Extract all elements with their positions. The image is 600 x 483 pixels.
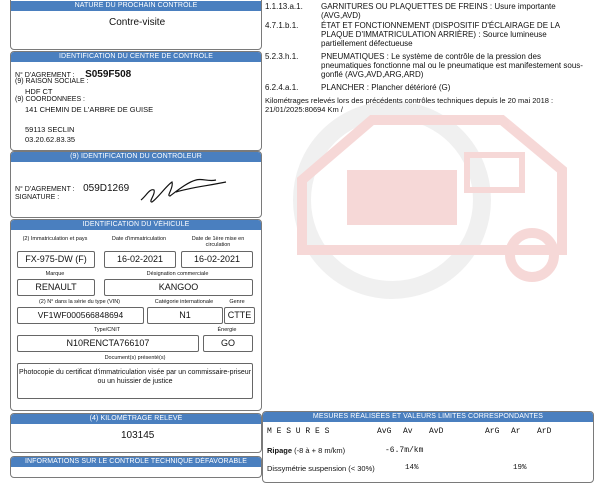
defect-item: 5.2.3.h.1. PNEUMATIQUES : Le système de contrôle de la pression des pneumatiques fonctionne mal ou le pneumatique est manifestement sous-gonflé (AVG,AVD,ARG,ARD)	[265, 52, 583, 79]
km-history-values: 21/01/2025:80694 Km /	[265, 105, 343, 114]
vin-caption: (2) N° dans la série du type (VIN)	[38, 299, 121, 305]
centre-agrement-label: N° D'AGREMENT :	[15, 72, 75, 79]
marque-caption: Marque	[45, 271, 65, 277]
next-visit-value: Contre-visite	[109, 17, 166, 28]
date-immat-caption: Date d'immatriculation	[111, 236, 167, 242]
immat-caption: (2) Immatriculation et pays	[22, 236, 88, 242]
centre-coord-label: (9) COORDONNEES :	[15, 96, 86, 103]
km-value: 103145	[121, 430, 155, 441]
col-avd: AvD	[429, 427, 444, 436]
centre-raison-label: (9) RAISON SOCIALE :	[15, 78, 89, 85]
infos-defavorable-header: INFORMATIONS SUR LE CONTRÔLE TECHNIQUE DÉFAVORABLE	[11, 457, 261, 467]
defect-item: 1.1.13.a.1. GARNITURES OU PLAQUETTES DE FREINS : Usure importante (AVG,AVD)	[265, 2, 556, 20]
controleur-header: (9) IDENTIFICATION DU CONTRÔLEUR	[11, 152, 261, 162]
date-immat-field: 16-02-2021	[104, 251, 176, 268]
centre-phone: 03.20.62.83.35	[25, 135, 76, 144]
mesures-panel	[262, 411, 594, 483]
date-circ-field: 16-02-2021	[181, 251, 253, 268]
centre-raison-value: HDF CT	[25, 87, 53, 96]
vin-field: VF1WF000566848694	[17, 307, 144, 324]
defects-list	[265, 2, 585, 114]
controleur-agrement-value: 059D1269	[83, 183, 130, 194]
energie-caption: Énergie	[217, 327, 237, 333]
centre-header: IDENTIFICATION DU CENTRE DE CONTRÔLE	[11, 52, 261, 62]
infos-defavorable-panel	[10, 456, 262, 478]
designation-field: KANGOO	[104, 279, 253, 296]
next-visit-panel	[10, 0, 262, 50]
categorie-field: N1	[147, 307, 223, 324]
ripage-range: (-8 à + 8 m/km)	[294, 446, 346, 455]
immat-field: FX-975-DW (F)	[17, 251, 95, 268]
documents-field: Photocopie du certificat d'immatriculation visée par un commissaire-priseur ou un huissier de justice	[17, 363, 253, 399]
type-cnit-field: N10RENCTA766107	[17, 335, 199, 352]
mesures-col-label: M E S U R E S	[267, 427, 330, 436]
defect-item: 6.2.4.a.1. PLANCHER : Plancher détérioré (G)	[265, 83, 451, 92]
centre-agrement-value: S059F508	[85, 69, 132, 80]
signature-label: SIGNATURE :	[15, 194, 60, 201]
dissymetrie-label: Dissymétrie suspension	[267, 464, 347, 473]
col-avg: AvG	[377, 427, 392, 436]
ripage-value: -6.7m/km	[385, 446, 424, 455]
genre-caption: Genre	[229, 299, 245, 305]
vehicule-panel	[10, 219, 262, 411]
col-ard: ArD	[537, 427, 552, 436]
signature-scribble	[136, 168, 231, 208]
dissymetrie-ar: 19%	[513, 464, 527, 472]
date-circ-caption: Date de 1ère mise en circulation	[191, 236, 245, 248]
ripage-label: Ripage	[267, 446, 293, 455]
dissymetrie-range: (< 30%)	[348, 464, 375, 473]
next-visit-header: NATURE DU PROCHAIN CONTRÔLE	[11, 1, 261, 11]
mesures-header: MESURES RÉALISÉES ET VALEURS LIMITES CORRESPONDANTES	[263, 412, 593, 422]
controleur-agrement-label: N° D'AGREMENT :	[15, 186, 75, 193]
energie-field: GO	[203, 335, 253, 352]
type-caption: Type/CNIT	[93, 327, 121, 333]
col-ar: Ar	[511, 427, 521, 436]
genre-field: CTTE	[224, 307, 255, 324]
categorie-caption: Catégorie internationale	[154, 299, 214, 305]
documents-caption: Document(s) présenté(s)	[104, 355, 166, 361]
vehicule-header: IDENTIFICATION DU VÉHICULE	[11, 220, 261, 230]
km-header: (4) KILOMÉTRAGE RELEVÉ	[11, 414, 261, 424]
col-arg: ArG	[485, 427, 500, 436]
centre-address-line1: 141 CHEMIN DE L'ARBRE DE GUISE	[25, 105, 154, 114]
km-panel	[10, 413, 262, 453]
km-history-title: Kilométrages relevés lors des précédents contrôles techniques depuis le 20 mai 2018 :	[265, 96, 554, 105]
dissymetrie-av: 14%	[405, 464, 419, 472]
controleur-panel	[10, 151, 262, 218]
col-av: Av	[403, 427, 413, 436]
designation-caption: Désignation commerciale	[146, 271, 209, 277]
centre-panel	[10, 51, 262, 151]
defect-item: 4.7.1.b.1. ÉTAT ET FONCTIONNEMENT (DISPOSITIF D'ÉCLAIRAGE DE LA PLAQUE D'IMMATRICULATION ARRIÈRE) : Source lumineuse partiellement défectueuse	[265, 21, 560, 48]
marque-field: RENAULT	[17, 279, 95, 296]
centre-address-line2: 59113 SECLIN	[25, 125, 75, 134]
